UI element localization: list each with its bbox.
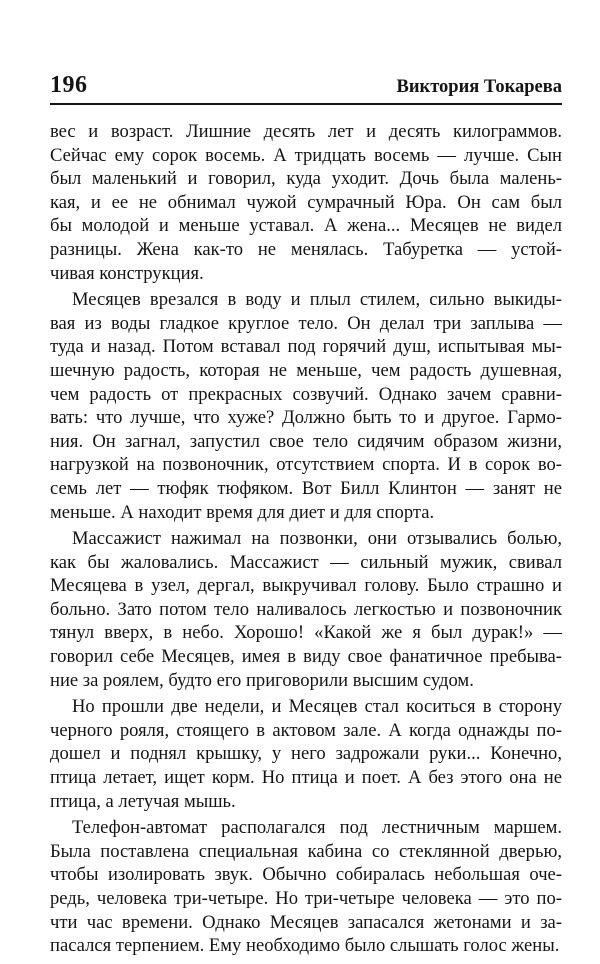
text-line: Телефон-автомат располагался под лестничным маршем. (72, 817, 562, 839)
text-line: чем радость от прекрасных созвучий. Однако зачем сравни- (50, 383, 562, 405)
text-line: чтобы изолировать звук. Обычно собиралась небольшая оче- (50, 864, 562, 886)
text-line: пасался терпением. Ему необходимо было слышать голос жены. (50, 935, 560, 957)
text-line: меньше. А находит время для диет и для спорта. (50, 501, 435, 523)
text-line: был маленький и говорил, куда уходит. Дочь была малень- (50, 168, 562, 190)
text-line: Но прошли две недели, и Месяцев стал коситься в сторону (72, 696, 562, 718)
text-line: Массажист нажимал на позвонки, они отзывались болью, (72, 528, 562, 550)
text-line: птица, а летучая мышь. (50, 790, 236, 812)
body-text (50, 120, 562, 958)
paragraph (50, 120, 562, 285)
text-line: ние за роялем, будто его приговорили высшим судом. (50, 669, 474, 691)
text-line: чти час времени. Однако Месяцев запасался жетонами и за- (50, 911, 562, 933)
text-line: ния. Он загнал, запустил свое тело сидячим образом жизни, (50, 430, 562, 452)
text-line: редь, человека три-четыре. Но три-четыре человека — это по- (50, 888, 562, 909)
text-line: Была поставлена специальная кабина со стеклянной дверью, (50, 840, 562, 862)
page-number: 196 (50, 72, 88, 98)
paragraph (50, 816, 562, 958)
running-head-author: Виктория Токарева (396, 77, 562, 97)
text-line: дошел и поднял крышку, у него задрожали руки... Конечно, (50, 743, 562, 765)
text-line: вать: что лучше, что хуже? Должно быть то и другое. Гармо- (50, 407, 562, 429)
book-page (50, 70, 562, 958)
text-line: бы молодой и меньше уставал. А жена... Месяцев не видел (50, 215, 562, 237)
text-line: тянул вверх, в небо. Хорошо! «Какой же я был дурак!» — (50, 622, 562, 644)
text-line: семь лет — тюфяк тюфяком. Вот Билл Клинтон — занят не (50, 477, 562, 499)
text-line: шечную радость, которая не меньше, чем радость душевная, (50, 359, 562, 381)
text-line: кая, и ее не обнимал чужой сумрачный Юра. Он сам был (50, 191, 562, 213)
paragraph (50, 527, 562, 692)
page-header (50, 70, 562, 104)
text-line: вес и возраст. Лишние десять лет и десять килограммов. (50, 121, 562, 142)
text-line: вая из воды гладкое круглое тело. Он делал три заплыва — (50, 312, 562, 334)
text-line: больно. Зато потом тело наливалось легкостью и позвоночник (50, 598, 562, 620)
header-rule (50, 103, 562, 105)
text-line: Сейчас ему сорок восемь. А тридцать восемь — лучше. Сын (50, 144, 562, 166)
text-line: Месяцева в узел, дергал, выкручивал голову. Было страшно и (50, 575, 562, 597)
text-line: черного рояля, стоящего в актовом зале. А когда однажды по- (50, 719, 562, 741)
text-line: как бы жаловались. Массажист — сильный мужик, свивал (50, 551, 562, 573)
text-line: разницы. Жена как-то не менялась. Табуретка — устой- (50, 238, 562, 260)
text-line: туда и назад. Потом вставал под горячий душ, испытывая мы- (50, 336, 562, 358)
text-line: птица летает, ищет корм. Но птица и поет. А без этого она не (50, 767, 562, 789)
text-line: чивая конструкция. (50, 262, 204, 284)
paragraph (50, 288, 562, 524)
text-line: говорил себе Месяцев, имея в виду свое фанатичное пребыва- (50, 646, 562, 668)
text-line: нагрузкой на позвоночник, отсутствием спорта. И в сорок во- (50, 454, 562, 476)
text-line: Месяцев врезался в воду и плыл стилем, сильно выкиды- (72, 289, 562, 311)
paragraph (50, 695, 562, 813)
